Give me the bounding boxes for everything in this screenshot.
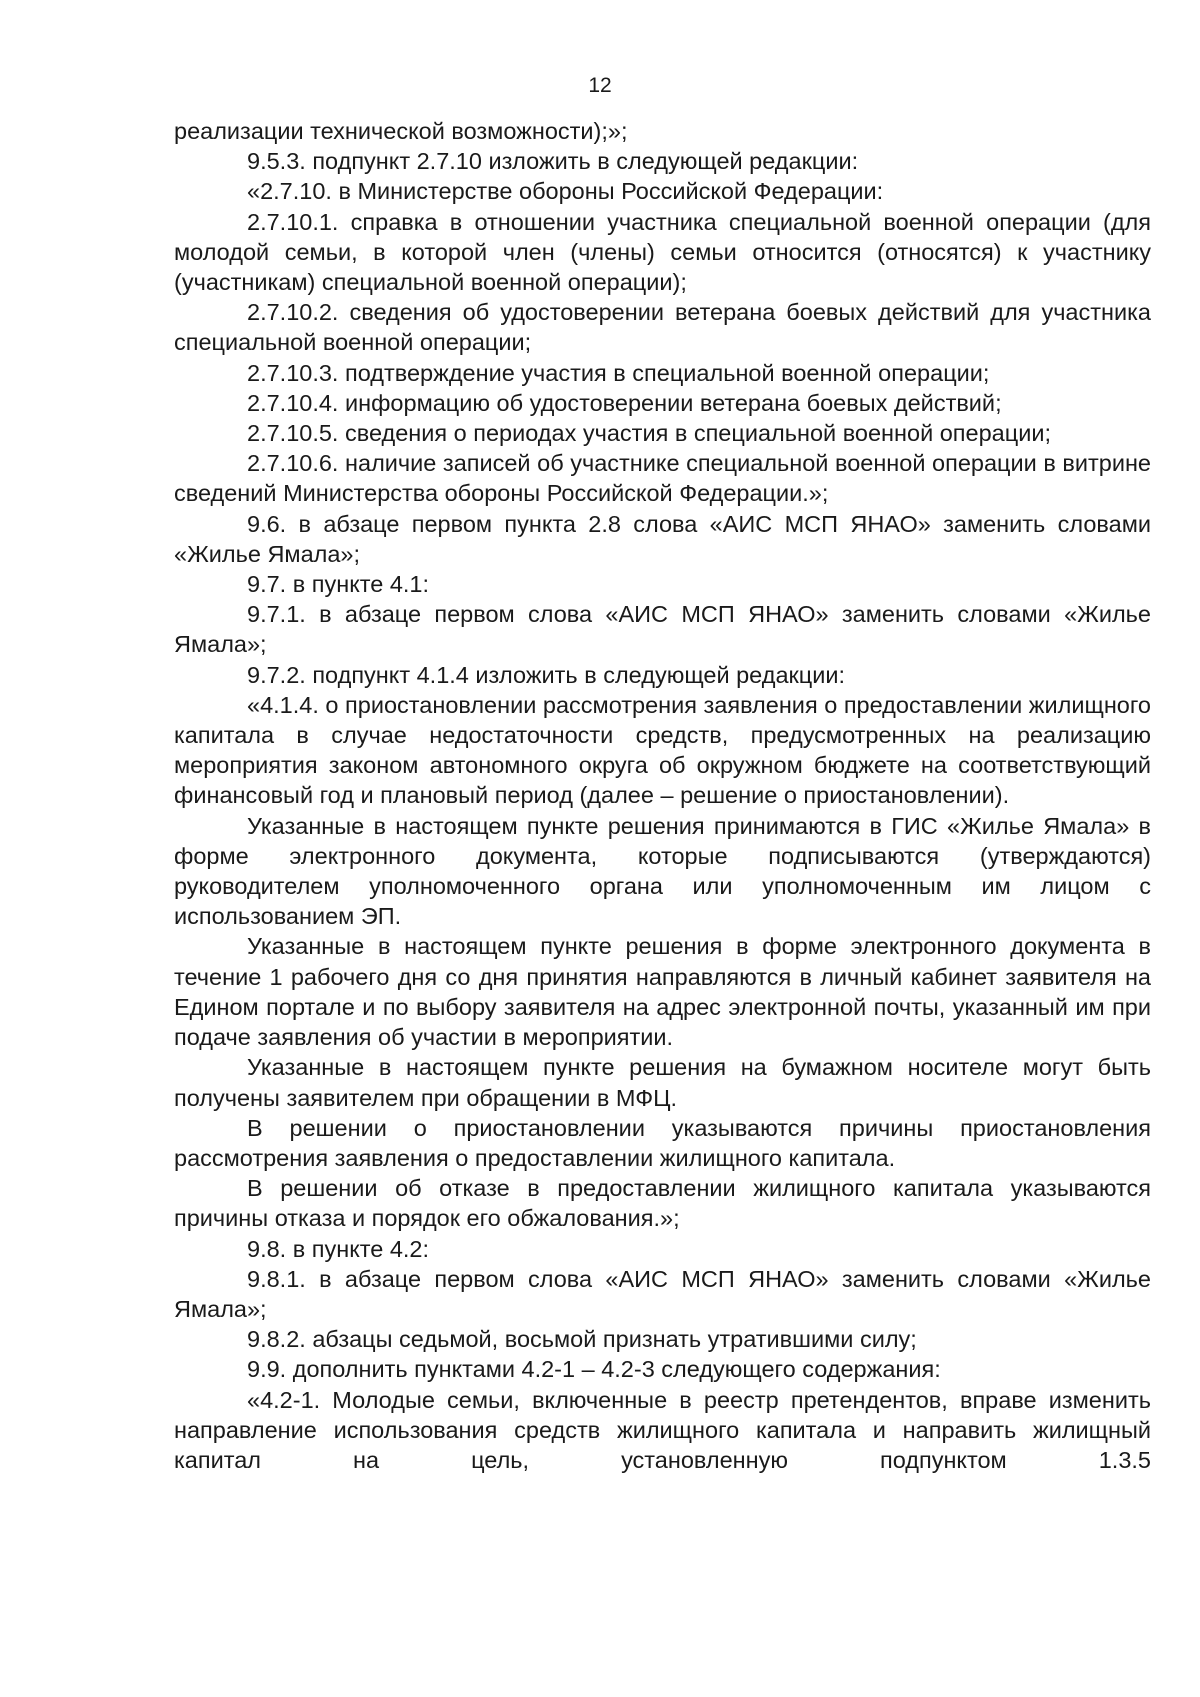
paragraph: В решении об отказе в предоставлении жилищного капитала указываются причины отказа и порядок его обжалования.»;: [174, 1175, 1151, 1232]
paragraph: В решении о приостановлении указываются причины приостановления рассмотрения заявления о предоставлении жилищного капитала.: [174, 1114, 1151, 1171]
paragraph: 9.9. дополнить пунктами 4.2-1 – 4.2-3 следующего содержания:: [247, 1356, 941, 1383]
page-number: 12: [588, 74, 612, 97]
paragraph: 9.5.3. подпункт 2.7.10 изложить в следующей редакции:: [247, 148, 859, 175]
paragraph: 2.7.10.2. сведения об удостоверении ветерана боевых действий для участника специальной военной операции;: [174, 299, 1151, 356]
paragraph: 9.8.2. абзацы седьмой, восьмой признать утратившими силу;: [247, 1326, 917, 1353]
paragraph: 2.7.10.1. справка в отношении участника специальной военной операции (для молодой семьи, в которой член (члены) семьи относится (относятся) к участнику (участникам) специальной военной операции);: [174, 208, 1151, 296]
paragraph: Указанные в настоящем пункте решения в форме электронного документа в течение 1 рабочего дня со дня принятия направляются в личный кабинет заявителя на Едином портале и по выбору заявителя на адрес электронной почты, указанный им при подаче заявления об участии в мероприятии.: [174, 933, 1151, 1051]
paragraph: 9.7. в пункте 4.1:: [247, 571, 430, 598]
paragraph: 9.8.1. в абзаце первом слова «АИС МСП ЯНАО» заменить словами «Жилье Ямала»;: [174, 1265, 1151, 1322]
paragraph: 2.7.10.6. наличие записей об участнике специальной военной операции в витрине сведений Министерства обороны Российской Федерации.»;: [174, 450, 1151, 507]
paragraph: Указанные в настоящем пункте решения принимаются в ГИС «Жилье Ямала» в форме электронного документа, которые подписываются (утверждаются) руководителем уполномоченного органа или уполномоченным им лицом с использованием ЭП.: [174, 812, 1151, 930]
paragraph: 9.6. в абзаце первом пункта 2.8 слова «АИС МСП ЯНАО» заменить словами «Жилье Ямала»;: [174, 510, 1151, 567]
paragraph: «4.2-1. Молодые семьи, включенные в реестр претендентов, вправе изменить направление использования средств жилищного капитала и направить жилищный капитал на цель, установленную подпунктом 1.3.5: [174, 1386, 1151, 1473]
document-body: [174, 116, 1151, 1475]
paragraph: Указанные в настоящем пункте решения на бумажном носителе могут быть получены заявителем при обращении в МФЦ.: [174, 1054, 1151, 1111]
paragraph: 2.7.10.4. информацию об удостоверении ветерана боевых действий;: [247, 389, 1002, 416]
paragraph: 9.8. в пункте 4.2:: [247, 1235, 430, 1262]
paragraph: «4.1.4. о приостановлении рассмотрения заявления о предоставлении жилищного капитала в случае недостаточности средств, предусмотренных на реализацию мероприятия законом автономного округа об окружном бюджете на соответствующий финансовый год и плановый период (далее – решение о приостановлении).: [174, 691, 1151, 809]
paragraph: 9.7.1. в абзаце первом слова «АИС МСП ЯНАО» заменить словами «Жилье Ямала»;: [174, 601, 1151, 658]
paragraph: «2.7.10. в Министерстве обороны Российской Федерации:: [247, 178, 884, 205]
paragraph: реализации технической возможности);»;: [174, 118, 628, 144]
paragraph: 9.7.2. подпункт 4.1.4 изложить в следующей редакции:: [247, 661, 846, 688]
paragraph: 2.7.10.3. подтверждение участия в специальной военной операции;: [247, 359, 990, 386]
paragraph: 2.7.10.5. сведения о периодах участия в специальной военной операции;: [247, 420, 1051, 447]
